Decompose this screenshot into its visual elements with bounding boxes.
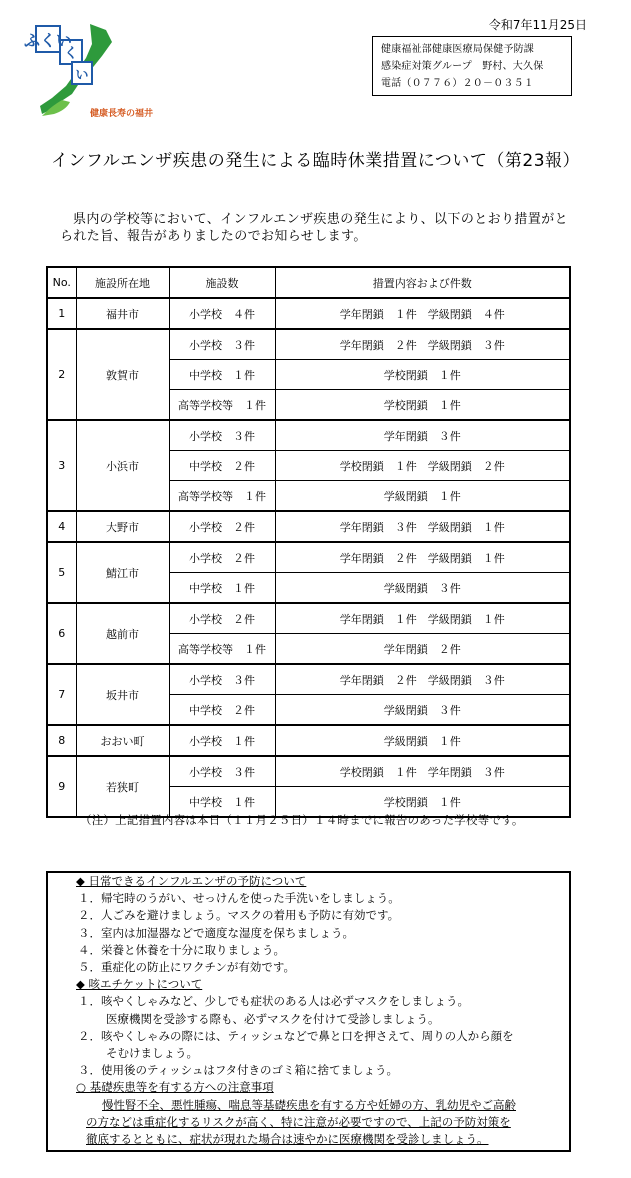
row-no: 3 <box>47 420 76 511</box>
row-facilities: 高等学校等 １件 <box>169 390 275 421</box>
row-facilities: 中学校 １件 <box>169 360 275 390</box>
row-measures: 学校閉鎖 １件 <box>275 787 570 818</box>
row-facilities: 高等学校等 １件 <box>169 481 275 512</box>
risk-paragraph-line: 慢性腎不全、悪性腫瘍、喘息等基礎疾患を有する方や妊婦の方、乳幼児やご高齢 <box>102 1097 516 1112</box>
col-no: No. <box>47 267 76 298</box>
prevention-box <box>46 871 571 1152</box>
closure-table <box>46 266 571 818</box>
row-city: 鯖江市 <box>76 542 169 603</box>
row-measures: 学年閉鎖 １件 学級閉鎖 ４件 <box>275 298 570 329</box>
row-no: 6 <box>47 603 76 664</box>
contact-dept: 健康福祉部健康医療局保健予防課 <box>381 44 534 55</box>
logo-char-fu: ふくい <box>23 31 73 50</box>
row-facilities: 小学校 ３件 <box>169 329 275 360</box>
row-measures: 学年閉鎖 ２件 学級閉鎖 ３件 <box>275 664 570 695</box>
etiquette-item: そむけましょう。 <box>106 1046 198 1061</box>
table-row <box>47 511 570 542</box>
prevention-item: １．帰宅時のうがい、せっけんを使った手洗いをしましょう。 <box>78 891 400 906</box>
col-city: 施設所在地 <box>76 267 169 298</box>
prevention-heading-1: ◆ 日常できるインフルエンザの予防について <box>76 874 307 888</box>
table-row <box>47 420 570 451</box>
table-row <box>47 756 570 787</box>
row-facilities: 中学校 １件 <box>169 787 275 818</box>
prevention-item: ４．栄養と休養を十分に取りましょう。 <box>78 942 285 957</box>
intro-text: 県内の学校等において、インフルエンザ疾患の発生により、以下のとおり措置がとられた旨、報告がありましたのでお知らせします。 <box>60 212 569 244</box>
row-measures: 学級閉鎖 １件 <box>275 481 570 512</box>
row-city: 大野市 <box>76 511 169 542</box>
prevention-heading-3: ○ 基礎疾患等を有する方への注意事項 <box>76 1080 274 1095</box>
row-facilities: 小学校 ３件 <box>169 420 275 451</box>
table-header-row <box>47 267 570 298</box>
row-facilities: 小学校 ２件 <box>169 603 275 634</box>
row-measures: 学年閉鎖 ３件 学級閉鎖 １件 <box>275 511 570 542</box>
prevention-heading-2: ◆ 咳エチケットについて <box>76 977 203 992</box>
row-measures: 学級閉鎖 ３件 <box>275 573 570 604</box>
page-title: インフルエンザ疾患の発生による臨時休業措置について（第23報） <box>50 151 581 171</box>
row-facilities: 中学校 ２件 <box>169 695 275 726</box>
etiquette-item: ２．咳やくしゃみの際には、ティッシュなどで鼻と口を押さえて、周りの人から顔を <box>78 1028 514 1043</box>
svg-text:い: い <box>75 68 89 83</box>
row-city: おおい町 <box>76 725 169 756</box>
row-facilities: 中学校 １件 <box>169 573 275 604</box>
prevention-item: ２．人ごみを避けましょう。マスクの着用も予防に有効です。 <box>78 908 400 923</box>
contact-phone: 電話（０７７６）２０－０３５１ <box>381 78 534 89</box>
row-no: 4 <box>47 511 76 542</box>
etiquette-item: 医療機関を受診する際も、必ずマスクを付けて受診しましょう。 <box>106 1011 440 1026</box>
prevention-item: ３．室内は加湿器などで適度な湿度を保ちましょう。 <box>78 925 354 940</box>
risk-paragraph-line: 徹底するとともに、症状が現れた場合は速やかに医療機関を受診しましょう。 <box>86 1132 489 1147</box>
table-row <box>47 725 570 756</box>
col-measures: 措置内容および件数 <box>275 267 570 298</box>
svg-text:く: く <box>64 46 78 62</box>
col-facilities: 施設数 <box>169 267 275 298</box>
table-row <box>47 298 570 329</box>
prevention-item: ５．重症化の防止にワクチンが有効です。 <box>78 960 296 975</box>
table-row <box>47 542 570 573</box>
row-measures: 学級閉鎖 ３件 <box>275 695 570 726</box>
table-row <box>47 603 570 634</box>
row-measures: 学校閉鎖 １件 <box>275 390 570 421</box>
table-note: （注）上記措置内容は本日（１１月２５日）１４時までに報告のあった学校等です。 <box>80 813 524 827</box>
row-measures: 学年閉鎖 ２件 学級閉鎖 １件 <box>275 542 570 573</box>
row-city: 若狭町 <box>76 756 169 817</box>
slogan: 健康長寿の福井 <box>90 109 154 119</box>
row-facilities: 小学校 ２件 <box>169 511 275 542</box>
row-measures: 学年閉鎖 ３件 <box>275 420 570 451</box>
row-no: 2 <box>47 329 76 420</box>
row-city: 越前市 <box>76 603 169 664</box>
row-city: 坂井市 <box>76 664 169 725</box>
row-measures: 学年閉鎖 １件 学級閉鎖 １件 <box>275 603 570 634</box>
row-facilities: 中学校 ２件 <box>169 451 275 481</box>
row-measures: 学校閉鎖 １件 <box>275 360 570 390</box>
row-facilities: 高等学校等 １件 <box>169 634 275 665</box>
row-measures: 学校閉鎖 １件 学級閉鎖 ２件 <box>275 451 570 481</box>
table-row <box>47 329 570 360</box>
row-no: 7 <box>47 664 76 725</box>
row-facilities: 小学校 ２件 <box>169 542 275 573</box>
table-body <box>47 298 570 817</box>
report-date: 令和7年11月25日 <box>488 18 587 32</box>
row-measures: 学校閉鎖 １件 学年閉鎖 ３件 <box>275 756 570 787</box>
row-city: 福井市 <box>76 298 169 329</box>
etiquette-item: １．咳やくしゃみなど、少しでも症状のある人は必ずマスクをしましょう。 <box>78 994 469 1009</box>
row-facilities: 小学校 ４件 <box>169 298 275 329</box>
row-no: 8 <box>47 725 76 756</box>
row-measures: 学年閉鎖 ２件 <box>275 634 570 665</box>
etiquette-item: ３．使用後のティッシュはフタ付きのゴミ箱に捨てましょう。 <box>78 1063 399 1078</box>
row-facilities: 小学校 １件 <box>169 725 275 756</box>
row-no: 5 <box>47 542 76 603</box>
row-facilities: 小学校 ３件 <box>169 756 275 787</box>
contact-box <box>372 36 572 96</box>
contact-group: 感染症対策グループ 野村、大久保 <box>381 61 544 72</box>
row-city: 敦賀市 <box>76 329 169 420</box>
row-facilities: 小学校 ３件 <box>169 664 275 695</box>
table-row <box>47 664 570 695</box>
row-measures: 学級閉鎖 １件 <box>275 725 570 756</box>
row-no: 1 <box>47 298 76 329</box>
row-measures: 学年閉鎖 ２件 学級閉鎖 ３件 <box>275 329 570 360</box>
risk-paragraph-line: の方などは重症化するリスクが高く、特に注意が必要ですので、上記の予防対策を <box>86 1114 511 1129</box>
row-no: 9 <box>47 756 76 817</box>
row-city: 小浜市 <box>76 420 169 511</box>
